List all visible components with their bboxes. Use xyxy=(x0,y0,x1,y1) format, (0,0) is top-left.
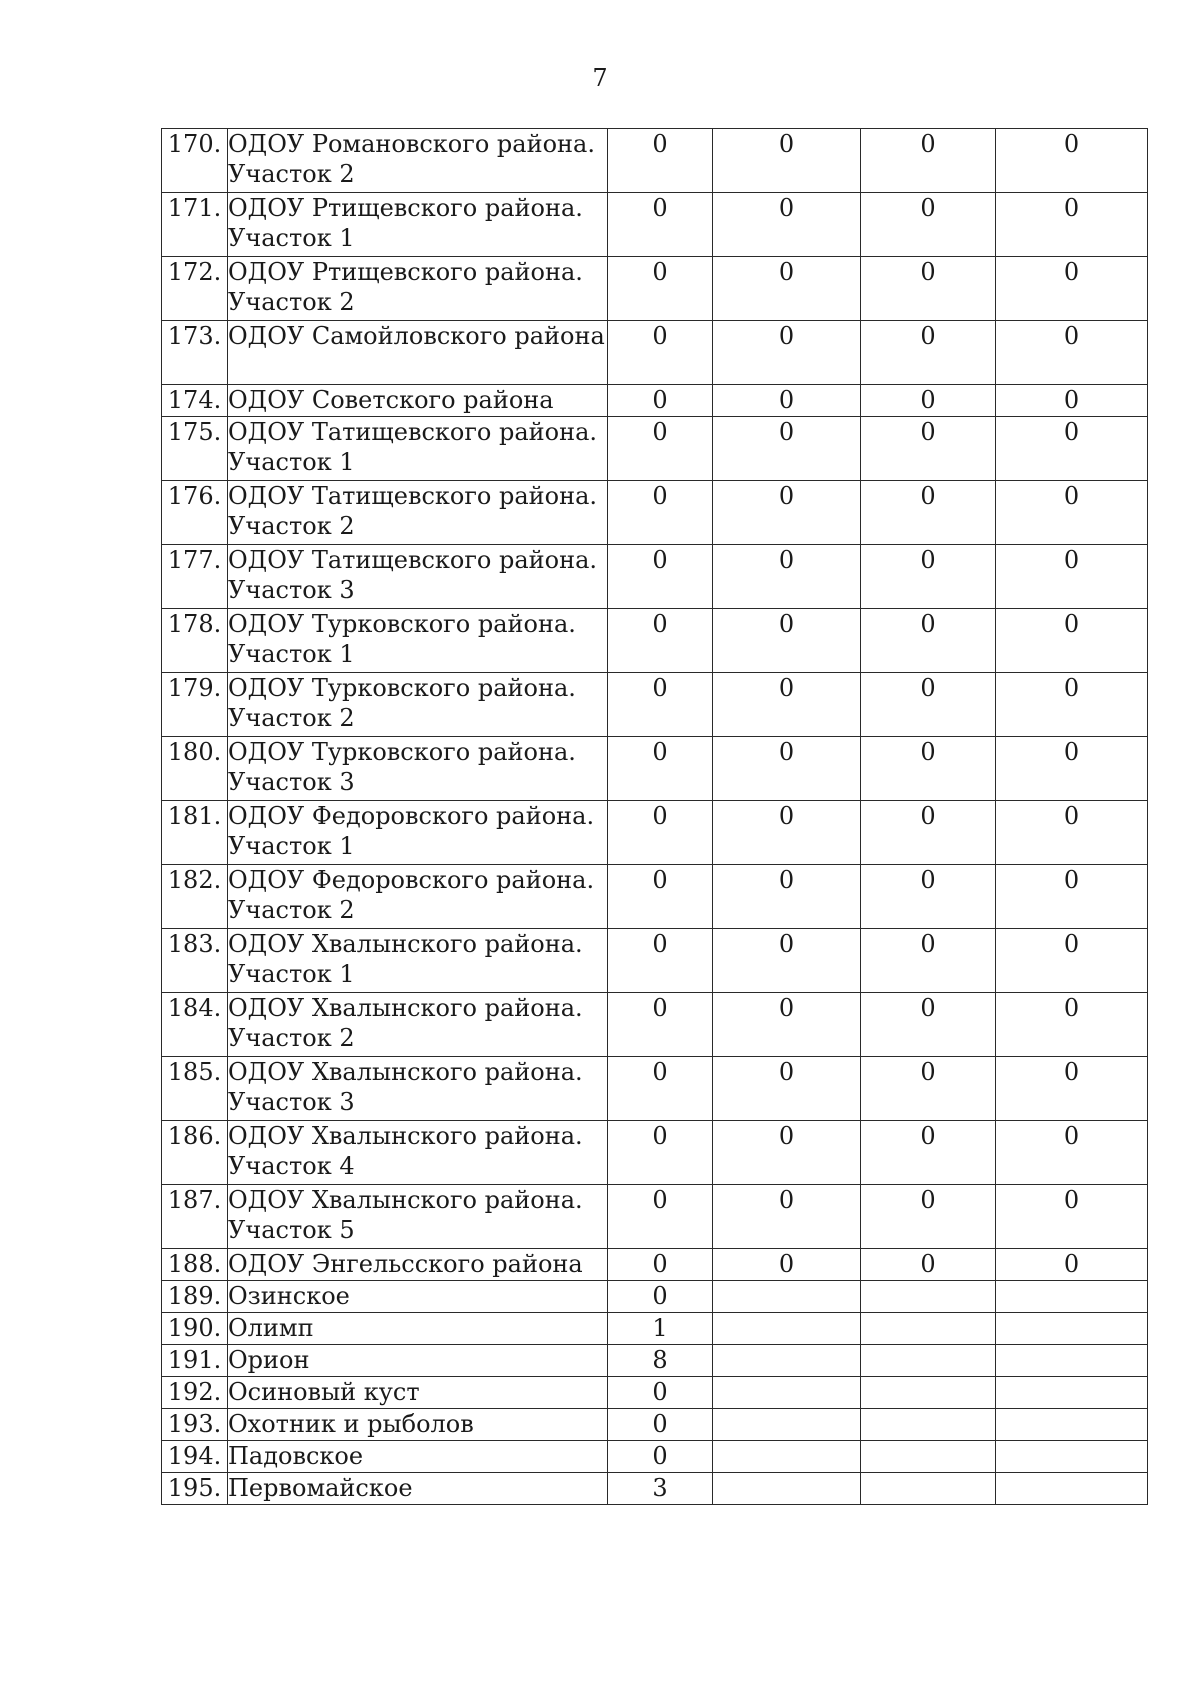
row-number: 193. xyxy=(162,1409,228,1441)
value-col-4: 0 xyxy=(996,737,1148,801)
value-col-4: 0 xyxy=(996,865,1148,929)
row-name: ОДОУ Ртищевского района. Участок 1 xyxy=(228,193,608,257)
value-col-4 xyxy=(996,1441,1148,1473)
value-col-4: 0 xyxy=(996,609,1148,673)
value-col-4 xyxy=(996,1377,1148,1409)
value-col-3: 0 xyxy=(861,257,996,321)
value-col-3: 0 xyxy=(861,129,996,193)
table-row xyxy=(162,1345,1148,1377)
value-col-3 xyxy=(861,1441,996,1473)
row-name: ОДОУ Хвалынского района. Участок 3 xyxy=(228,1057,608,1121)
table-row xyxy=(162,1249,1148,1281)
value-col-2 xyxy=(713,1473,861,1505)
row-number: 174. xyxy=(162,385,228,417)
row-number: 178. xyxy=(162,609,228,673)
value-col-4: 0 xyxy=(996,1185,1148,1249)
value-col-3: 0 xyxy=(861,865,996,929)
value-col-3: 0 xyxy=(861,993,996,1057)
table-row xyxy=(162,1377,1148,1409)
value-col-3: 0 xyxy=(861,609,996,673)
value-col-2: 0 xyxy=(713,1185,861,1249)
row-name: Олимп xyxy=(228,1313,608,1345)
value-col-1: 0 xyxy=(608,993,713,1057)
value-col-2: 0 xyxy=(713,257,861,321)
table-row xyxy=(162,545,1148,609)
value-col-3: 0 xyxy=(861,737,996,801)
value-col-2: 0 xyxy=(713,129,861,193)
value-col-4: 0 xyxy=(996,993,1148,1057)
row-number: 171. xyxy=(162,193,228,257)
row-name: Орион xyxy=(228,1345,608,1377)
row-number: 175. xyxy=(162,417,228,481)
row-number: 177. xyxy=(162,545,228,609)
value-col-2: 0 xyxy=(713,417,861,481)
value-col-1: 8 xyxy=(608,1345,713,1377)
row-name: Падовское xyxy=(228,1441,608,1473)
value-col-2: 0 xyxy=(713,321,861,385)
row-name: Первомайское xyxy=(228,1473,608,1505)
value-col-3 xyxy=(861,1313,996,1345)
row-number: 173. xyxy=(162,321,228,385)
value-col-3 xyxy=(861,1409,996,1441)
row-number: 187. xyxy=(162,1185,228,1249)
row-name: ОДОУ Энгельсского района xyxy=(228,1249,608,1281)
row-number: 188. xyxy=(162,1249,228,1281)
value-col-1: 0 xyxy=(608,321,713,385)
value-col-3: 0 xyxy=(861,929,996,993)
value-col-1: 0 xyxy=(608,1121,713,1185)
value-col-1: 0 xyxy=(608,1409,713,1441)
value-col-3: 0 xyxy=(861,417,996,481)
row-number: 170. xyxy=(162,129,228,193)
value-col-1: 1 xyxy=(608,1313,713,1345)
value-col-3: 0 xyxy=(861,545,996,609)
value-col-3: 0 xyxy=(861,801,996,865)
value-col-4: 0 xyxy=(996,1249,1148,1281)
value-col-1: 0 xyxy=(608,929,713,993)
value-col-4: 0 xyxy=(996,129,1148,193)
value-col-4: 0 xyxy=(996,257,1148,321)
value-col-2: 0 xyxy=(713,993,861,1057)
row-number: 180. xyxy=(162,737,228,801)
row-name: Охотник и рыболов xyxy=(228,1409,608,1441)
table-row xyxy=(162,929,1148,993)
value-col-4: 0 xyxy=(996,545,1148,609)
value-col-1: 0 xyxy=(608,673,713,737)
row-number: 182. xyxy=(162,865,228,929)
value-col-1: 0 xyxy=(608,1185,713,1249)
table-row xyxy=(162,993,1148,1057)
row-name: ОДОУ Ртищевского района. Участок 2 xyxy=(228,257,608,321)
row-name: ОДОУ Федоровского района. Участок 1 xyxy=(228,801,608,865)
row-name: ОДОУ Хвалынского района. Участок 4 xyxy=(228,1121,608,1185)
row-name: ОДОУ Турковского района. Участок 2 xyxy=(228,673,608,737)
value-col-2: 0 xyxy=(713,865,861,929)
value-col-2: 0 xyxy=(713,1057,861,1121)
row-name: ОДОУ Федоровского района. Участок 2 xyxy=(228,865,608,929)
value-col-3: 0 xyxy=(861,193,996,257)
value-col-1: 0 xyxy=(608,1441,713,1473)
value-col-2 xyxy=(713,1313,861,1345)
table-row xyxy=(162,1057,1148,1121)
value-col-1: 0 xyxy=(608,609,713,673)
value-col-4: 0 xyxy=(996,801,1148,865)
value-col-4: 0 xyxy=(996,1121,1148,1185)
value-col-1: 0 xyxy=(608,545,713,609)
value-col-2: 0 xyxy=(713,545,861,609)
table-row xyxy=(162,1281,1148,1313)
row-number: 194. xyxy=(162,1441,228,1473)
row-name: ОДОУ Турковского района. Участок 3 xyxy=(228,737,608,801)
value-col-4: 0 xyxy=(996,417,1148,481)
table-row xyxy=(162,737,1148,801)
table-body xyxy=(162,129,1148,1505)
table-row xyxy=(162,865,1148,929)
value-col-3: 0 xyxy=(861,1057,996,1121)
value-col-3: 0 xyxy=(861,673,996,737)
data-table xyxy=(161,128,1148,1505)
value-col-3: 0 xyxy=(861,481,996,545)
value-col-1: 0 xyxy=(608,193,713,257)
row-name: ОДОУ Татищевского района. Участок 1 xyxy=(228,417,608,481)
row-name: ОДОУ Хвалынского района. Участок 5 xyxy=(228,1185,608,1249)
row-number: 183. xyxy=(162,929,228,993)
table-row xyxy=(162,801,1148,865)
table-row xyxy=(162,609,1148,673)
value-col-3: 0 xyxy=(861,1249,996,1281)
value-col-2 xyxy=(713,1377,861,1409)
row-number: 195. xyxy=(162,1473,228,1505)
value-col-2: 0 xyxy=(713,481,861,545)
table-row xyxy=(162,129,1148,193)
row-name: ОДОУ Хвалынского района. Участок 2 xyxy=(228,993,608,1057)
value-col-3: 0 xyxy=(861,321,996,385)
value-col-1: 0 xyxy=(608,385,713,417)
value-col-2 xyxy=(713,1441,861,1473)
value-col-1: 0 xyxy=(608,1057,713,1121)
value-col-2: 0 xyxy=(713,1249,861,1281)
row-name: ОДОУ Советского района xyxy=(228,385,608,417)
table-row xyxy=(162,1313,1148,1345)
value-col-3 xyxy=(861,1377,996,1409)
table-row xyxy=(162,385,1148,417)
value-col-4 xyxy=(996,1345,1148,1377)
row-number: 176. xyxy=(162,481,228,545)
value-col-4: 0 xyxy=(996,1057,1148,1121)
value-col-1: 0 xyxy=(608,801,713,865)
table-row xyxy=(162,257,1148,321)
row-number: 185. xyxy=(162,1057,228,1121)
value-col-4 xyxy=(996,1409,1148,1441)
table-row xyxy=(162,481,1148,545)
row-number: 192. xyxy=(162,1377,228,1409)
value-col-2: 0 xyxy=(713,193,861,257)
table-row xyxy=(162,193,1148,257)
value-col-4: 0 xyxy=(996,321,1148,385)
table-row xyxy=(162,673,1148,737)
row-number: 184. xyxy=(162,993,228,1057)
value-col-1: 0 xyxy=(608,865,713,929)
value-col-1: 0 xyxy=(608,417,713,481)
value-col-1: 0 xyxy=(608,257,713,321)
value-col-3: 0 xyxy=(861,385,996,417)
value-col-2: 0 xyxy=(713,609,861,673)
row-name: ОДОУ Самойловского района xyxy=(228,321,608,385)
row-name: ОДОУ Романовского района. Участок 2 xyxy=(228,129,608,193)
value-col-1: 0 xyxy=(608,481,713,545)
value-col-2: 0 xyxy=(713,673,861,737)
row-number: 186. xyxy=(162,1121,228,1185)
value-col-1: 0 xyxy=(608,1281,713,1313)
row-number: 172. xyxy=(162,257,228,321)
value-col-3: 0 xyxy=(861,1185,996,1249)
value-col-4: 0 xyxy=(996,673,1148,737)
row-name: Озинское xyxy=(228,1281,608,1313)
value-col-4 xyxy=(996,1281,1148,1313)
value-col-4 xyxy=(996,1473,1148,1505)
table-row xyxy=(162,1185,1148,1249)
table-row xyxy=(162,1441,1148,1473)
row-number: 181. xyxy=(162,801,228,865)
row-number: 191. xyxy=(162,1345,228,1377)
row-number: 179. xyxy=(162,673,228,737)
row-name: ОДОУ Татищевского района. Участок 2 xyxy=(228,481,608,545)
value-col-4: 0 xyxy=(996,193,1148,257)
table-row xyxy=(162,417,1148,481)
value-col-2: 0 xyxy=(713,385,861,417)
page-number: 7 xyxy=(592,64,608,92)
table-row xyxy=(162,321,1148,385)
value-col-4: 0 xyxy=(996,481,1148,545)
value-col-2 xyxy=(713,1409,861,1441)
value-col-3 xyxy=(861,1281,996,1313)
value-col-1: 3 xyxy=(608,1473,713,1505)
row-name: ОДОУ Татищевского района. Участок 3 xyxy=(228,545,608,609)
table-row xyxy=(162,1473,1148,1505)
value-col-2: 0 xyxy=(713,801,861,865)
value-col-4 xyxy=(996,1313,1148,1345)
value-col-4: 0 xyxy=(996,929,1148,993)
value-col-2: 0 xyxy=(713,737,861,801)
value-col-2: 0 xyxy=(713,1121,861,1185)
row-number: 190. xyxy=(162,1313,228,1345)
row-name: ОДОУ Турковского района. Участок 1 xyxy=(228,609,608,673)
value-col-3 xyxy=(861,1345,996,1377)
row-number: 189. xyxy=(162,1281,228,1313)
row-name: Осиновый куст xyxy=(228,1377,608,1409)
value-col-2 xyxy=(713,1281,861,1313)
row-name: ОДОУ Хвалынского района. Участок 1 xyxy=(228,929,608,993)
value-col-1: 0 xyxy=(608,1377,713,1409)
value-col-3 xyxy=(861,1473,996,1505)
value-col-1: 0 xyxy=(608,129,713,193)
table-row xyxy=(162,1409,1148,1441)
value-col-1: 0 xyxy=(608,737,713,801)
value-col-2 xyxy=(713,1345,861,1377)
value-col-4: 0 xyxy=(996,385,1148,417)
value-col-2: 0 xyxy=(713,929,861,993)
table-row xyxy=(162,1121,1148,1185)
value-col-1: 0 xyxy=(608,1249,713,1281)
value-col-3: 0 xyxy=(861,1121,996,1185)
